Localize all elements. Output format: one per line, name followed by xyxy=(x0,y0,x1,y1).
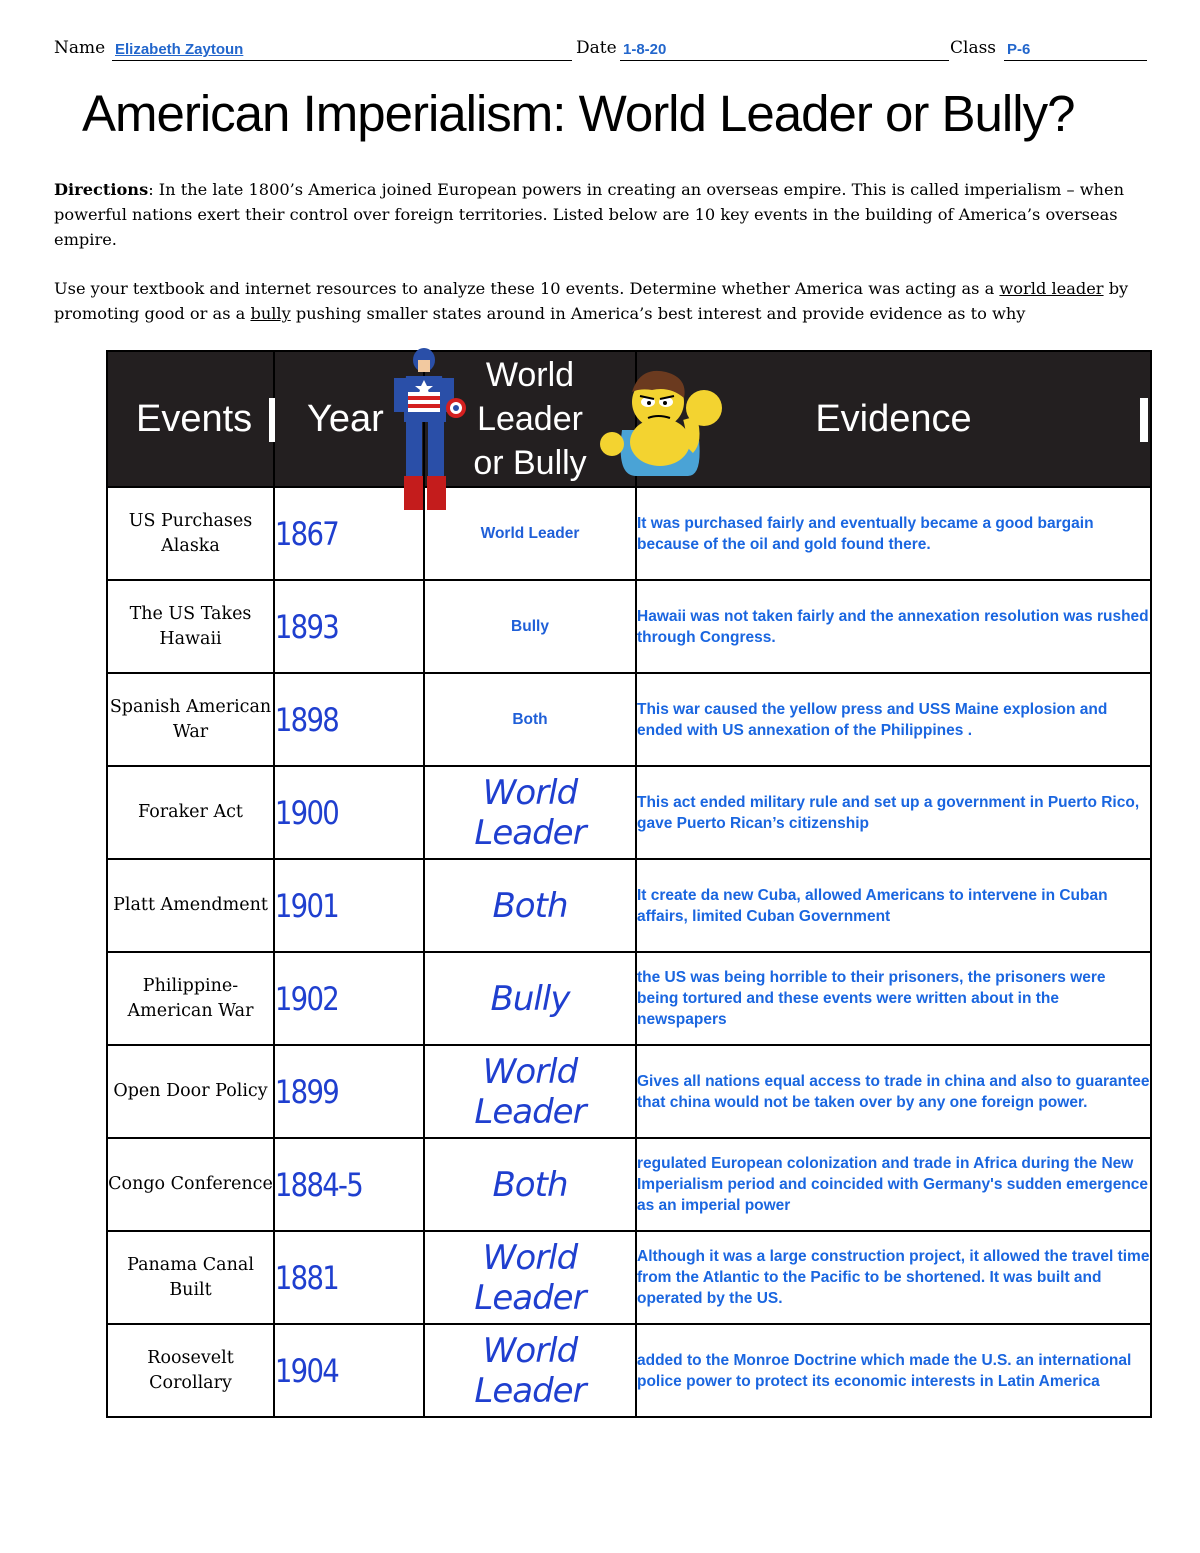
superhero-icon xyxy=(384,346,466,514)
directions-label: Directions xyxy=(54,180,149,199)
world-leader-or-bully-cell: World Leader xyxy=(424,487,636,580)
event-cell: The US Takes Hawaii xyxy=(107,580,274,673)
event-cell: Platt Amendment xyxy=(107,859,274,952)
instructions-part3: pushing smaller states around in America’s best interest and provide evidence as to why xyxy=(290,304,1026,323)
evidence-cell: Gives all nations equal access to trade in china and also to guarantee that china would not be taken over by any one foreign power. xyxy=(636,1045,1151,1138)
name-field-tail xyxy=(564,38,572,61)
directions-text: : In the late 1800’s America joined European powers in creating an overseas empire. This is called imperialism – when powerful nations exert their control over foreign territories. Listed below are 10 key events in the building of America’s overseas empire. xyxy=(54,180,1124,249)
world-leader-or-bully-cell: Bully xyxy=(424,580,636,673)
world-leader-term: world leader xyxy=(999,279,1104,298)
name-label: Name xyxy=(54,38,106,58)
world-leader-or-bully-cell: World Leader xyxy=(424,766,636,859)
year-cell: 1893 xyxy=(274,580,403,673)
world-leader-or-bully-cell: Both xyxy=(424,859,636,952)
evidence-cell: It create da new Cuba, allowed Americans to intervene in Cuban affairs, limited Cuban Government xyxy=(636,859,1151,952)
table-row xyxy=(107,766,1151,859)
year-cell: 1881 xyxy=(274,1231,403,1324)
table-row xyxy=(107,1045,1151,1138)
table-row xyxy=(107,1138,1151,1231)
year-cell: 1904 xyxy=(274,1324,403,1417)
event-cell: Foraker Act xyxy=(107,766,274,859)
class-label: Class xyxy=(950,38,997,58)
directions-paragraph xyxy=(54,177,1149,252)
evidence-cell: Although it was a large construction project, it allowed the travel time from the Atlantic to the Pacific to be shortened. It was built and operated by the US. xyxy=(636,1231,1151,1324)
table-row xyxy=(107,1231,1151,1324)
world-leader-or-bully-cell: Both xyxy=(424,1138,636,1231)
bully-term: bully xyxy=(250,304,291,323)
name-field[interactable]: Elizabeth Zaytoun xyxy=(112,38,567,61)
bully-cartoon-icon xyxy=(596,364,732,478)
world-leader-or-bully-cell: Both xyxy=(424,673,636,766)
evidence-cell: Hawaii was not taken fairly and the annexation resolution was rushed through Congress. xyxy=(636,580,1151,673)
event-cell: Congo Conference xyxy=(107,1138,274,1231)
date-field[interactable]: 1-8-20 xyxy=(620,38,949,61)
instructions-paragraph xyxy=(54,276,1149,326)
header-world-leader-or-bully: World Leader or Bully xyxy=(424,351,636,487)
year-cell: 1867 xyxy=(274,487,403,580)
events-table xyxy=(106,350,1152,1418)
event-cell: Open Door Policy xyxy=(107,1045,274,1138)
world-leader-or-bully-cell: World Leader xyxy=(424,1324,636,1417)
instructions-part1: Use your textbook and internet resources to analyze these 10 events. Determine whether America was acting as a xyxy=(54,279,1000,298)
evidence-cell: added to the Monroe Doctrine which made the U.S. an international police power to protect its economic interests in Latin America xyxy=(636,1324,1151,1417)
event-cell: Spanish American War xyxy=(107,673,274,766)
evidence-cell: regulated European colonization and trade in Africa during the New Imperialism period and coincided with Germany's sudden emergence as an imperial power xyxy=(636,1138,1151,1231)
event-cell: US Purchases Alaska xyxy=(107,487,274,580)
event-cell: Panama Canal Built xyxy=(107,1231,274,1324)
header-evidence: Evidence xyxy=(636,351,1151,487)
world-leader-or-bully-cell: Bully xyxy=(424,952,636,1045)
table-row xyxy=(107,580,1151,673)
world-leader-or-bully-cell: World Leader xyxy=(424,1045,636,1138)
year-cell: 1900 xyxy=(274,766,403,859)
table-row xyxy=(107,1324,1151,1417)
year-cell: 1898 xyxy=(274,673,403,766)
table-row xyxy=(107,859,1151,952)
class-field[interactable]: P-6 xyxy=(1004,38,1147,61)
evidence-cell: This act ended military rule and set up a government in Puerto Rico, gave Puerto Rican’s citizenship xyxy=(636,766,1151,859)
table-row xyxy=(107,673,1151,766)
date-label: Date xyxy=(576,38,617,58)
instructions-part2: by promoting good or as a xyxy=(54,279,1129,323)
event-cell: Roosevelt Corollary xyxy=(107,1324,274,1417)
page-title: American Imperialism: World Leader or Bully? xyxy=(82,85,1075,142)
evidence-cell: It was purchased fairly and eventually became a good bargain because of the oil and gold found there. xyxy=(636,487,1151,580)
world-leader-or-bully-cell: World Leader xyxy=(424,1231,636,1324)
event-cell: Philippine-American War xyxy=(107,952,274,1045)
year-cell: 1901 xyxy=(274,859,403,952)
table-row xyxy=(107,952,1151,1045)
year-cell: 1899 xyxy=(274,1045,403,1138)
student-info-line xyxy=(54,38,1148,64)
year-cell: 1902 xyxy=(274,952,403,1045)
header-events: Events xyxy=(107,351,274,487)
year-cell: 1884-5 xyxy=(274,1138,403,1231)
evidence-cell: the US was being horrible to their prisoners, the prisoners were being tortured and these events were written about in the newspapers xyxy=(636,952,1151,1045)
table-row xyxy=(107,487,1151,580)
header-year: Year xyxy=(274,351,424,487)
evidence-cell: This war caused the yellow press and USS Maine explosion and ended with US annexation of the Philippines . xyxy=(636,673,1151,766)
